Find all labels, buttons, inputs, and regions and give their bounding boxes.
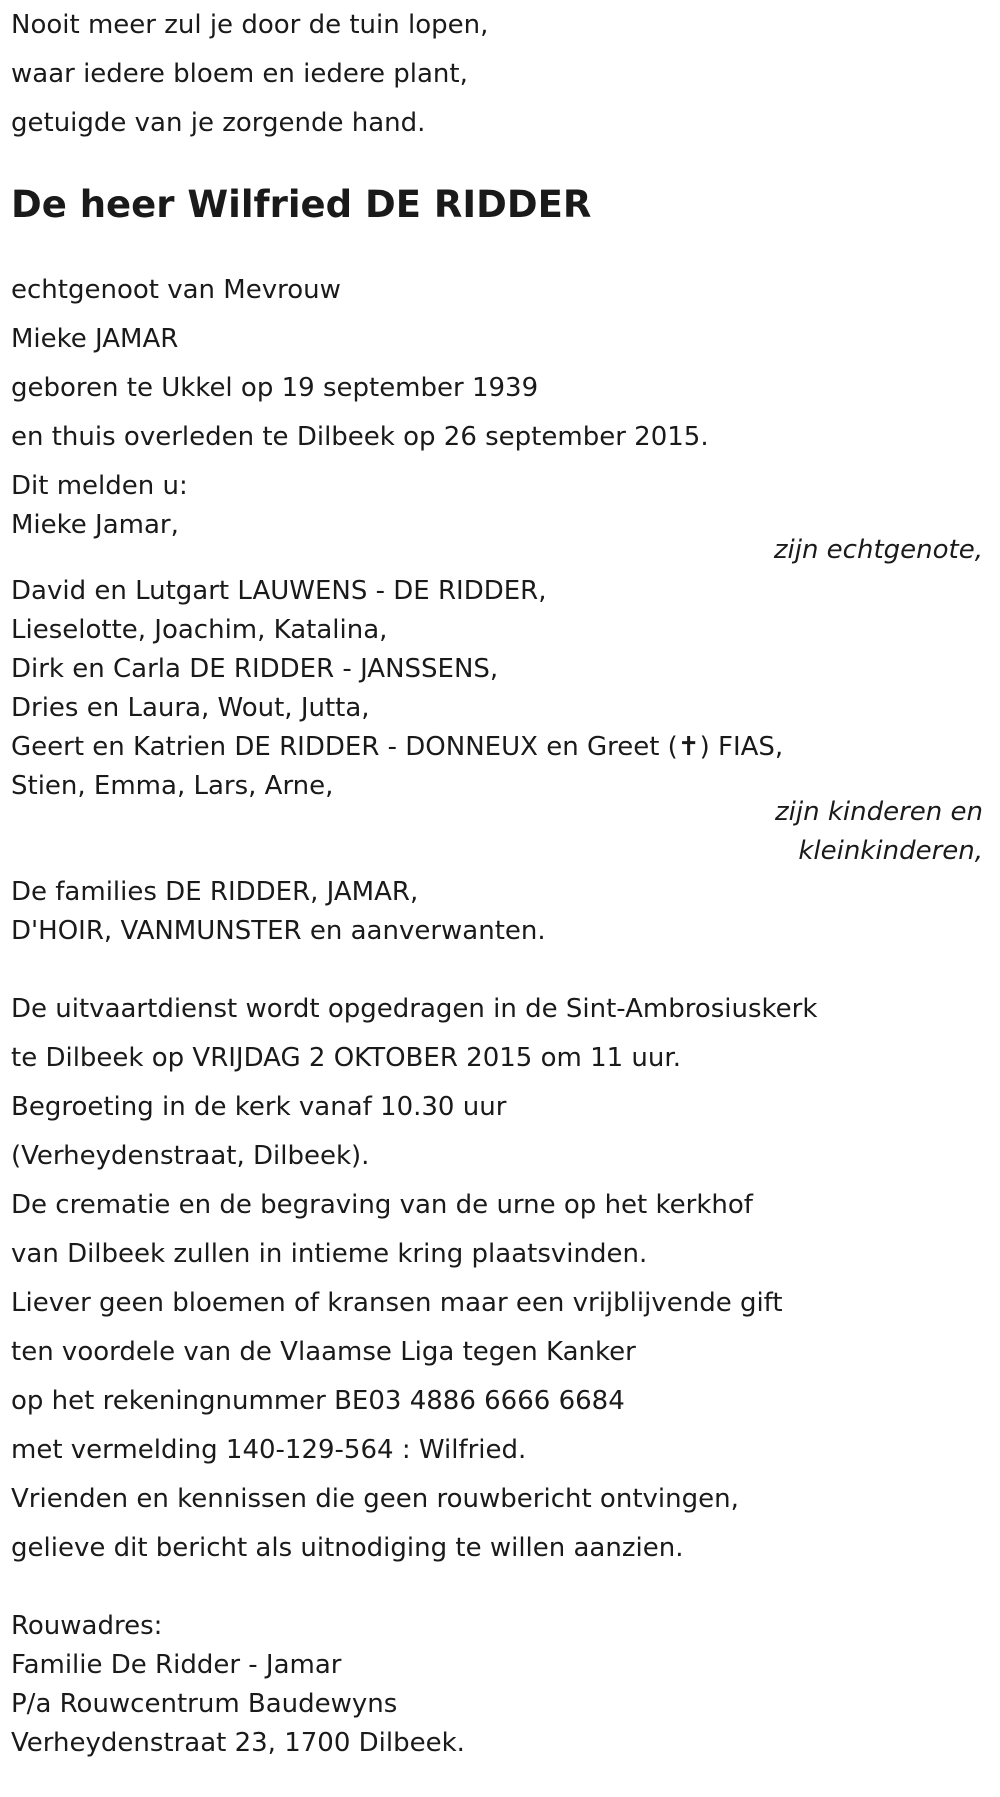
- address-line: Rouwadres:: [11, 1611, 163, 1641]
- ceremony-line: (Verheydenstraat, Dilbeek).: [11, 1141, 370, 1171]
- spouse-role: zijn echtgenote,: [773, 535, 983, 565]
- families-line: De families DE RIDDER, JAMAR,: [11, 877, 419, 907]
- address-line: P/a Rouwcentrum Baudewyns: [11, 1689, 398, 1719]
- ceremony-line: te Dilbeek op VRIJDAG 2 OKTOBER 2015 om 11 uur.: [11, 1043, 681, 1073]
- families-line: D'HOIR, VANMUNSTER en aanverwanten.: [11, 916, 546, 946]
- address-line: Familie De Ridder - Jamar: [11, 1650, 342, 1680]
- children-role: kleinkinderen,: [798, 836, 983, 866]
- children-line: Stien, Emma, Lars, Arne,: [11, 771, 334, 801]
- intro-line: Dit melden u:: [11, 471, 188, 501]
- ceremony-line: De uitvaartdienst wordt opgedragen in de Sint-Ambrosiuskerk: [11, 994, 818, 1024]
- address-line: Verheydenstraat 23, 1700 Dilbeek.: [11, 1728, 465, 1758]
- intro-line: Mieke Jamar,: [11, 510, 179, 540]
- intro-line: echtgenoot van Mevrouw: [11, 275, 341, 305]
- poem-line: getuigde van je zorgende hand.: [11, 108, 426, 138]
- deceased-name-title: De heer Wilfried DE RIDDER: [11, 183, 592, 226]
- ceremony-line: van Dilbeek zullen in intieme kring plaatsvinden.: [11, 1239, 648, 1269]
- poem-line: waar iedere bloem en iedere plant,: [11, 59, 468, 89]
- intro-line: Mieke JAMAR: [11, 324, 179, 354]
- ceremony-line: Begroeting in de kerk vanaf 10.30 uur: [11, 1092, 507, 1122]
- children-line: Geert en Katrien DE RIDDER - DONNEUX en Greet (✝) FIAS,: [11, 732, 784, 762]
- children-line: David en Lutgart LAUWENS - DE RIDDER,: [11, 576, 547, 606]
- intro-line: en thuis overleden te Dilbeek op 26 september 2015.: [11, 422, 709, 452]
- ceremony-line: op het rekeningnummer BE03 4886 6666 6684: [11, 1386, 625, 1416]
- ceremony-line: Liever geen bloemen of kransen maar een vrijblijvende gift: [11, 1288, 783, 1318]
- ceremony-line: gelieve dit bericht als uitnodiging te willen aanzien.: [11, 1533, 684, 1563]
- intro-line: geboren te Ukkel op 19 september 1939: [11, 373, 539, 403]
- ceremony-line: De crematie en de begraving van de urne op het kerkhof: [11, 1190, 753, 1220]
- children-line: Dirk en Carla DE RIDDER - JANSSENS,: [11, 654, 499, 684]
- poem-line: Nooit meer zul je door de tuin lopen,: [11, 10, 489, 40]
- children-line: Dries en Laura, Wout, Jutta,: [11, 693, 370, 723]
- children-line: Lieselotte, Joachim, Katalina,: [11, 615, 388, 645]
- ceremony-line: met vermelding 140-129-564 : Wilfried.: [11, 1435, 527, 1465]
- children-role: zijn kinderen en: [775, 797, 983, 827]
- ceremony-line: Vrienden en kennissen die geen rouwbericht ontvingen,: [11, 1484, 739, 1514]
- ceremony-line: ten voordele van de Vlaamse Liga tegen Kanker: [11, 1337, 636, 1367]
